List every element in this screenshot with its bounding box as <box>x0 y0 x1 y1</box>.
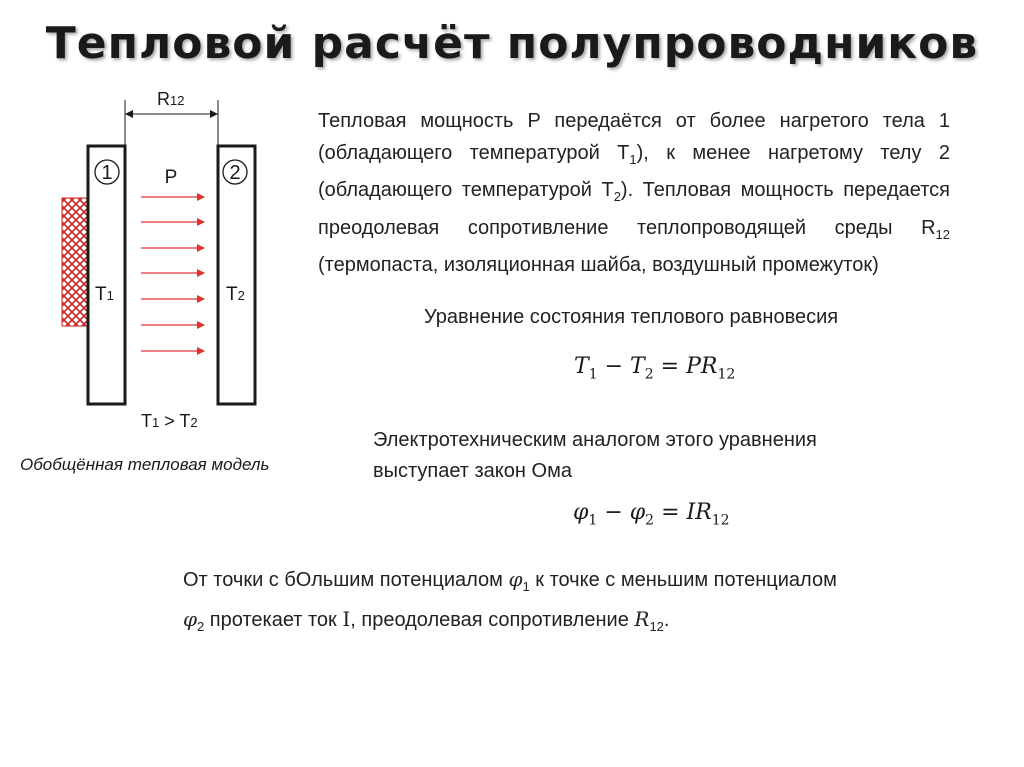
r12-label: R12 <box>157 89 185 109</box>
body-2 <box>218 146 255 404</box>
dimension-arrow-left <box>125 110 133 118</box>
conclusion-paragraph: От точки с бОльшим потенциалом $\varphi_1$ к точке с меньшим потенциалом $\varphi_2$ протекает ток I, преодолевая сопротивление $R_{12}$. <box>183 567 837 634</box>
t1-label: T1 <box>95 284 114 305</box>
temperature-condition: T1 > T2 <box>141 411 198 431</box>
heat-source <box>62 198 88 326</box>
power-label: P <box>164 167 178 188</box>
t2-label: T2 <box>226 284 245 305</box>
heat-flow-arrows <box>141 197 204 351</box>
diagram-caption: Обобщённая тепловая модель <box>20 455 270 474</box>
ohm-analog-text: Электротехническим аналогом этого уравнения выступает закон Ома <box>373 429 817 482</box>
body-2-number: 2 <box>229 162 241 184</box>
dimension-arrow-right <box>210 110 218 118</box>
description-paragraph: Тепловая мощность P передаётся от более нагретого тела 1 (обладающего температурой $T_1$), к менее нагретому телу 2 (обладающего температурой $T_2$). Тепловая мощность передается преодолевая сопротивление теплопроводящей среды $R_{12}$ (термопаста, изоляционная шайба, воздушный промежуток) <box>318 110 950 276</box>
page-title: Тепловой расчёт полупроводников <box>45 18 979 69</box>
body-1-number: 1 <box>101 162 113 184</box>
ohm-equation: $\varphi_1 - \varphi_2 = IR_{12}$ <box>573 500 730 529</box>
body-1 <box>88 146 125 404</box>
thermal-equation: $T_1 - T_2 = PR_{12}$ <box>574 354 736 383</box>
equilibrium-heading: Уравнение состояния теплового равновесия <box>424 306 839 328</box>
